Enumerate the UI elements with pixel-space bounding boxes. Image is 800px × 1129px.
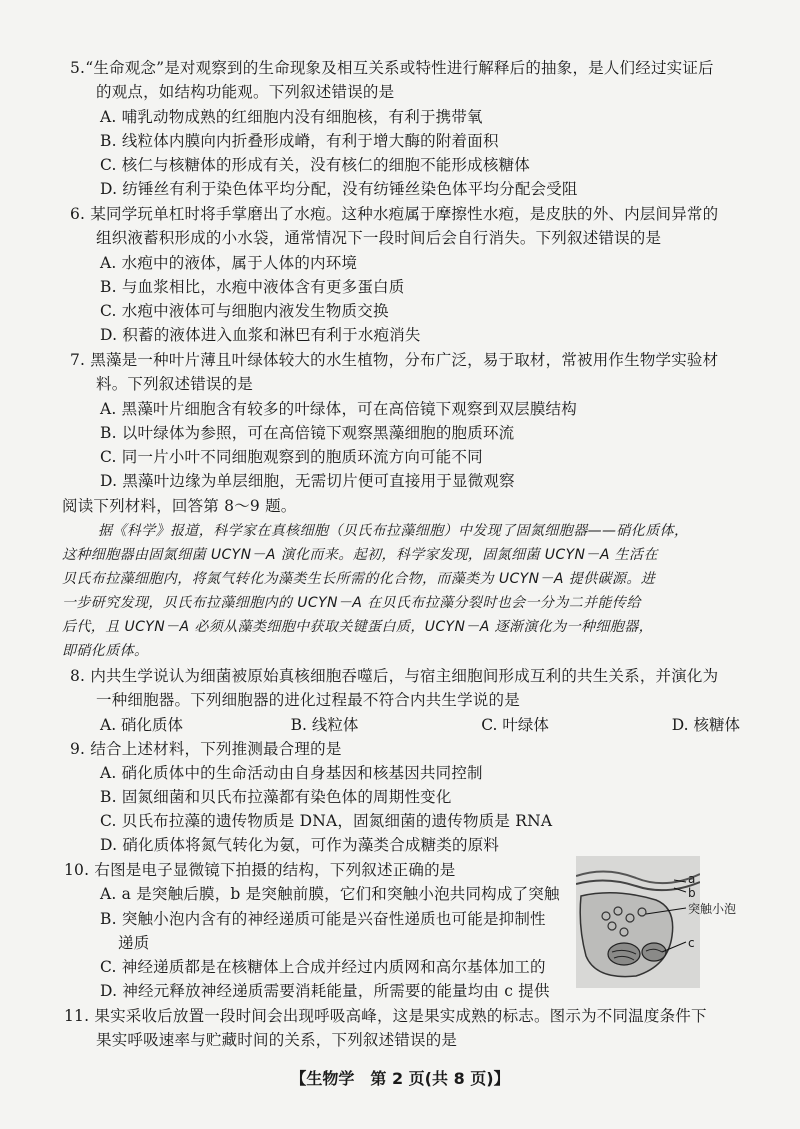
- q9-stem: 9. 结合上述材料，下列推测最合理的是: [70, 740, 342, 758]
- figure-label-b: b: [688, 886, 696, 900]
- material-line-4: 一步研究发现，贝氏布拉藻细胞内的 UCYN－A 在贝氏布拉藻分裂时也会一分为二并能传给: [62, 595, 641, 611]
- q5-option-b: B. 线粒体内膜向内折叠形成嵴，有利于增大酶的附着面积: [100, 132, 499, 150]
- q11-stem: 11. 果实采收后放置一段时间会出现呼吸高峰，这是果实成熟的标志。图示为不同温度条件下: [64, 1007, 707, 1025]
- q5-stem-cont: 的观点，如结构功能观。下列叙述错误的是: [96, 83, 395, 101]
- q5-option-c: C. 核仁与核糖体的形成有关，没有核仁的细胞不能形成核糖体: [100, 156, 530, 174]
- q9-option-d: D. 硝化质体将氮气转化为氨，可作为藻类合成糖类的原料: [100, 836, 500, 854]
- q10-option-b-cont: 递质: [118, 934, 150, 952]
- q8-option-a: A. 硝化质体: [100, 716, 184, 734]
- q6-option-b: B. 与血浆相比，水疱中液体含有更多蛋白质: [100, 278, 405, 296]
- q9-option-c: C. 贝氏布拉藻的遗传物质是 DNA，固氮细菌的遗传物质是 RNA: [100, 812, 553, 830]
- q9-option-b: B. 固氮细菌和贝氏布拉藻都有染色体的周期性变化: [100, 788, 452, 806]
- q8-option-d: D. 核糖体: [671, 716, 741, 734]
- q10-option-c: C. 神经递质都是在核糖体上合成并经过内质网和高尔基体加工的: [100, 958, 546, 976]
- q7-stem-cont: 料。下列叙述错误的是: [96, 375, 254, 393]
- material-line-6: 即硝化质体。: [62, 643, 149, 659]
- q6-option-c: C. 水疱中液体可与细胞内液发生物质交换: [100, 302, 389, 320]
- q5-stem: 5.“生命观念”是对观察到的生命现象及相互关系或特性进行解释后的抽象，是人们经过实证后: [70, 59, 714, 77]
- synapse-micrograph: [576, 856, 700, 988]
- q7-option-b: B. 以叶绿体为参照，可在高倍镜下观察黑藻细胞的胞质环流: [100, 424, 515, 442]
- material-line-5: 后代，且 UCYN－A 必须从藻类细胞中获取关键蛋白质，UCYN－A 逐渐演化为一种细胞器，: [62, 619, 653, 635]
- q6-stem: 6. 某同学玩单杠时将手掌磨出了水疱。这种水疱属于摩擦性水疱，是皮肤的外、内层间异常的: [70, 205, 719, 223]
- q10-stem: 10. 右图是电子显微镜下拍摄的结构，下列叙述正确的是: [64, 861, 456, 879]
- material-intro: 阅读下列材料，回答第 8～9 题。: [62, 497, 297, 515]
- q8-stem-cont: 一种细胞器。下列细胞器的进化过程最不符合内共生学说的是: [96, 691, 520, 709]
- figure-label-c: c: [688, 936, 695, 950]
- q10-option-a: A. a 是突触后膜，b 是突触前膜，它们和突触小泡共同构成了突触: [100, 885, 560, 903]
- q10-option-d: D. 神经元释放神经递质需要消耗能量，所需要的能量均由 c 提供: [100, 982, 550, 1000]
- material-line-2: 这种细胞器由固氮细菌 UCYN－A 演化而来。起初，科学家发现，固氮细菌 UCYN－A 生活在: [62, 547, 658, 563]
- q5-option-a: A. 哺乳动物成熟的红细胞内没有细胞核，有利于携带氧: [100, 108, 483, 126]
- q7-stem: 7. 黑藻是一种叶片薄且叶绿体较大的水生植物，分布广泛，易于取材，常被用作生物学实验材: [70, 351, 719, 369]
- q6-option-d: D. 积蓄的液体进入血浆和淋巴有利于水疱消失: [100, 326, 421, 344]
- q8-option-b: B. 线粒体: [290, 716, 359, 734]
- q8-stem: 8. 内共生学说认为细菌被原始真核细胞吞噬后，与宿主细胞间形成互利的共生关系，并演化为: [70, 667, 719, 685]
- q7-option-a: A. 黑藻叶片细胞含有较多的叶绿体，可在高倍镜下观察到双层膜结构: [100, 400, 577, 418]
- q8-option-c: C. 叶绿体: [481, 716, 549, 734]
- q8-options: [100, 715, 740, 735]
- material-line-3: 贝氏布拉藻细胞内，将氮气转化为藻类生长所需的化合物，而藻类为 UCYN－A 提供碳源。进: [62, 571, 656, 587]
- q10-option-b: B. 突触小泡内含有的神经递质可能是兴奋性递质也可能是抑制性: [100, 910, 546, 928]
- material-line-1: 据《科学》报道，科学家在真核细胞（贝氏布拉藻细胞）中发现了固氮细胞器——硝化质体，: [98, 523, 689, 539]
- q11-stem-cont: 果实呼吸速率与贮藏时间的关系，下列叙述错误的是: [96, 1031, 458, 1049]
- q7-option-d: D. 黑藻叶边缘为单层细胞，无需切片便可直接用于显微观察: [100, 472, 515, 490]
- q6-stem-cont: 组织液蓄积形成的小水袋，通常情况下一段时间后会自行消失。下列叙述错误的是: [96, 229, 662, 247]
- page-footer: 【生物学 第 2 页(共 8 页)】: [290, 1069, 510, 1088]
- q5-option-d: D. 纺锤丝有利于染色体平均分配，没有纺锤丝染色体平均分配会受阻: [100, 180, 578, 198]
- q7-option-c: C. 同一片小叶不同细胞观察到的胞质环流方向可能不同: [100, 448, 483, 466]
- synapse-micrograph-image: [576, 856, 700, 988]
- q6-option-a: A. 水疱中的液体，属于人体的内环境: [100, 254, 358, 272]
- q9-option-a: A. 硝化质体中的生命活动由自身基因和核基因共同控制: [100, 764, 483, 782]
- figure-label-vesicle: 突触小泡: [688, 902, 737, 916]
- figure-label-a: a: [688, 872, 696, 886]
